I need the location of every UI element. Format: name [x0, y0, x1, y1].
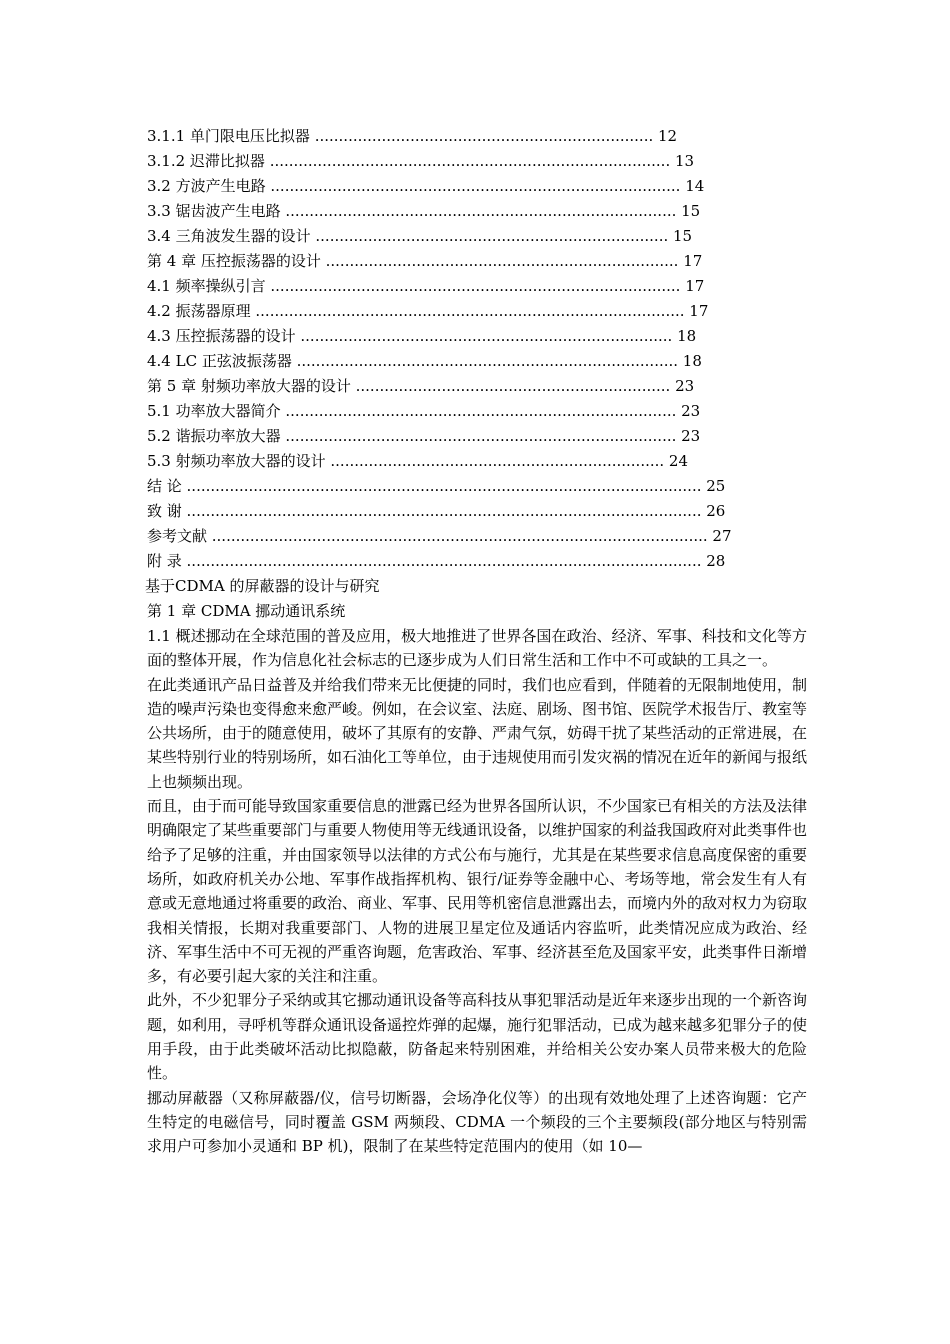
toc-entry-text: 3.4 三角波发生器的设计 .......................................................................... 15 — [147, 227, 693, 245]
toc-entry-text: 5.1 功率放大器简介 .................................................................................. 23 — [147, 402, 701, 420]
toc-entry[interactable] — [147, 149, 767, 174]
toc-entry[interactable] — [147, 449, 767, 474]
toc-entry-text: 第 4 章 压控振荡器的设计 .......................................................................... 17 — [147, 252, 703, 270]
toc-entry-text: 3.1.2 迟滞比拟器 .................................................................................... 13 — [147, 152, 695, 170]
toc-entry[interactable] — [147, 424, 767, 449]
toc-entry[interactable] — [147, 224, 767, 249]
paragraph: 而且，由于而可能导致国家重要信息的泄露已经为世界各国所认识，不少国家已有相关的方法及法律明确限定了某些重要部门与重要人物使用等无线通讯设备，以维护国家的利益我国政府对此类事件也给予了足够的注重，并由国家领导以法律的方式公布与施行，尤其是在某些要求信息高度保密的重要场所，如政府机关办公地、军事作战指挥机构、银行/证券等金融中心、考场等地，常会发生有人有意或无意地通过将重要的政治、商业、军事、民用等机密信息泄露出去，而境内外的敌对权力为窃取我相关情报，长期对我重要部门、人物的进展卫星定位及通话内容监听，此类情况应成为政治、经济、军事生活中不可无视的严重咨询题，危害政治、军事、经济甚至危及国家平安，此类事件日渐增多，有必要引起大家的关注和注重。 — [147, 797, 808, 986]
paragraph: 挪动屏蔽器（又称屏蔽器/仪，信号切断器，会场净化仪等）的出现有效地处理了上述咨询题：它产生特定的电磁信号，同时覆盖 GSM 两频段、CDMA 一个频段的三个主要频段(部分地区与特别需求用户可参加小灵通和 BP 机)，限制了在某些特定范围内的使用（如 10— — [147, 1088, 807, 1156]
toc-entry-text: 5.2 谐振功率放大器 .................................................................................. 23 — [147, 427, 701, 445]
paragraph: 此外，不少犯罪分子采纳或其它挪动通讯设备等高科技从事犯罪活动是近年来逐步出现的一个新咨询题，如利用，寻呼机等群众通讯设备遥控炸弹的起爆，施行犯罪活动，已成为越来越多犯罪分子的使用手段，由于此类破坏活动比拟隐蔽，防备起来特别困难，并给相关公安办案人员带来极大的危险性。 — [147, 991, 808, 1083]
toc-entry-text: 4.2 振荡器原理 .......................................................................................... 17 — [147, 302, 709, 320]
toc-entry[interactable] — [147, 549, 767, 574]
toc-entry[interactable] — [147, 274, 767, 299]
toc-entry-text: 3.1.1 单门限电压比拟器 ....................................................................... 12 — [147, 127, 678, 145]
toc-entry-text: 4.4 LC 正弦波振荡器 ................................................................................ 18 — [147, 352, 702, 370]
document-title: 基于CDMA 的屏蔽器的设计与研究 — [145, 577, 380, 595]
toc-entry[interactable] — [147, 199, 767, 224]
chapter-heading: 第 1 章 CDMA 挪动通讯系统 — [147, 602, 346, 620]
toc-entry[interactable] — [147, 299, 767, 324]
toc-entry-text: 3.3 锯齿波产生电路 .................................................................................. 15 — [147, 202, 701, 220]
toc-entry[interactable] — [147, 399, 767, 424]
document-body — [147, 574, 807, 1159]
toc-entry[interactable] — [147, 124, 767, 149]
toc-entry[interactable] — [147, 374, 767, 399]
toc-entry-text: 4.1 频率操纵引言 ...................................................................................... 17 — [147, 277, 705, 295]
table-of-contents — [147, 124, 767, 574]
toc-entry[interactable] — [147, 474, 767, 499]
toc-entry-text: 3.2 方波产生电路 ...................................................................................... 14 — [147, 177, 705, 195]
toc-entry-text: 致 谢 ............................................................................................................ 26 — [147, 502, 726, 520]
toc-entry-text: 结 论 ............................................................................................................ 25 — [147, 477, 726, 495]
toc-entry-text: 5.3 射频功率放大器的设计 ...................................................................... 24 — [147, 452, 689, 470]
toc-entry[interactable] — [147, 349, 767, 374]
toc-entry[interactable] — [147, 249, 767, 274]
toc-entry[interactable] — [147, 174, 767, 199]
toc-entry[interactable] — [147, 324, 767, 349]
toc-entry[interactable] — [147, 499, 767, 524]
toc-entry-text: 附 录 ............................................................................................................ 28 — [147, 552, 726, 570]
paragraph: 1.1 概述挪动在全球范围的普及应用，极大地推进了世界各国在政治、经济、军事、科技和文化等方面的整体开展，作为信息化社会标志的已逐步成为人们日常生活和工作中不可或缺的工具之一。 — [147, 627, 807, 670]
toc-entry[interactable] — [147, 524, 767, 549]
toc-entry-text: 第 5 章 射频功率放大器的设计 .................................................................. 23 — [147, 377, 695, 395]
toc-entry-text: 4.3 压控振荡器的设计 .............................................................................. 18 — [147, 327, 697, 345]
paragraph: 在此类通讯产品日益普及并给我们带来无比便捷的同时，我们也应看到，伴随着的无限制地使用，制造的噪声污染也变得愈来愈严峻。例如，在会议室、法庭、剧场、图书馆、医院学术报告厅、教室等公共场所，由于的随意使用，破坏了其原有的安静、严肃气氛，妨碍干扰了某些活动的正常进展，在某些特别行业的特别场所，如石油化工等单位，由于违规使用而引发灾祸的情况在近年的新闻与报纸上也频频出现。 — [147, 675, 808, 791]
toc-entry-text: 参考文献 ........................................................................................................ 27 — [147, 527, 732, 545]
